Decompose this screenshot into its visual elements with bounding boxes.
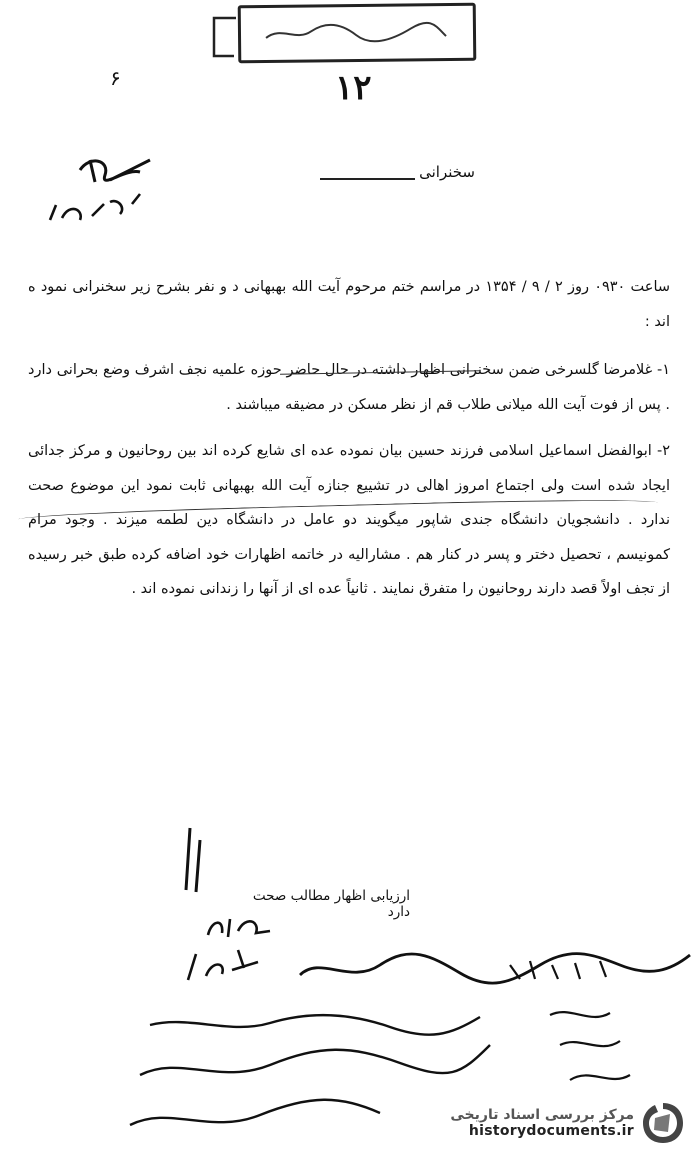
margin-note-scribble [160,820,250,900]
subject-underline [320,178,415,180]
archive-logo-icon [640,1100,686,1146]
stamp-scribble [261,18,451,46]
watermark-text-block [450,1107,634,1139]
margin-mark: ۶ [110,66,121,90]
handwritten-referral-note [290,935,700,1005]
paragraph-item-2: ۲- ابوالفضل اسماعیل اسلامی فرزند حسین بیان نموده عده ای شایع کرده اند بین روحانیون و مرکز جدائی ایجاد شده است ولی اجتماع امروز اهالی در تشییع جنازه آیت الله بهبهانی ثابت نمود این موضوع صحت ندارد . دانشجویان دانشگاه جندی شاپور میگویند دو عامل در دانشگاه دین لطمه میزند . وجود مرام کمونیسم ، تحصیل دختر و پسر در کنار هم . مشارالیه در خاتمه اظهارات خود اضافه کرده طبق خبر رسیده از تجف اولاً قصد دارند روحانیون را متفرق نمایند . ثانیاً عده ای از آنها را زندانی نموده اند . [28,443,670,597]
paragraph-intro: ساعت ۰۹۳۰ روز ۲ / ۹ / ۱۳۵۴ در مراسم ختم مرحوم آیت الله بهبهانی د و نفر بشرح زیر سخنرانی نمود ه اند : [28,279,671,330]
header-stamp [238,3,477,63]
assessment-line: ارزیابی اظهار مطالب صحت دارد [252,888,410,920]
page-number: ۱۲ [335,68,372,108]
archive-watermark [450,1100,686,1146]
stamp-bracket-mark [208,14,240,60]
paragraph-item-1: ۱- غلامرضا گلسرخی ضمن سخنرانی اظهار داشته در حال حاضر حوزه علمیه نجف اشرف وضع بحرانی دارد . پس از فوت آیت الله میلانی طلاب قم از نظر مسکن در مضیقه میباشند . [28,362,670,413]
document-subject: سخنرانی [419,163,475,181]
watermark-url[interactable]: historydocuments.ir [468,1123,634,1139]
top-left-signature [40,150,170,230]
watermark-name: مرکز بررسی اسناد تاریخی [450,1107,634,1123]
margin-note-word-2 [178,940,268,990]
document-body [28,270,670,619]
